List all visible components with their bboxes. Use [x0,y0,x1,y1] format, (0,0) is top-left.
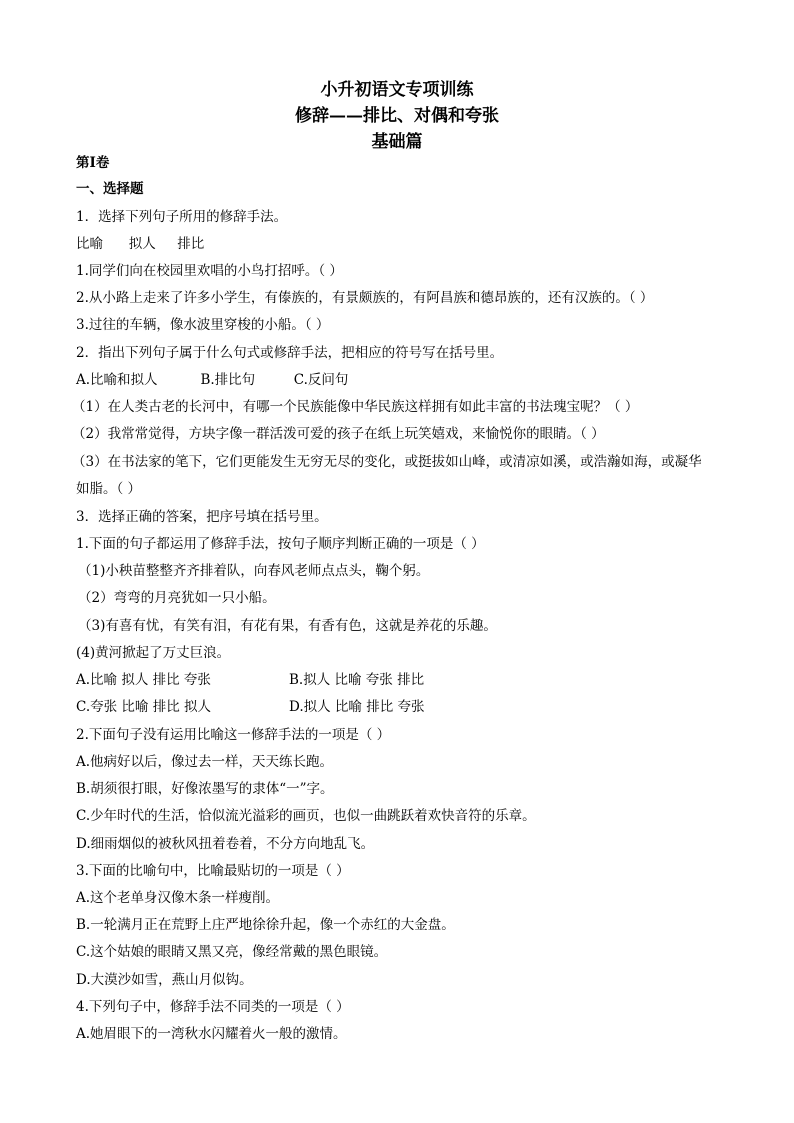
q3-sub3-stem: 3.下面的比喻句中，比喻最贴切的一项是（ ） [76,863,350,879]
volume-label: 第I卷 [76,155,110,171]
q1-item-1: 1.同学们向在校园里欢唱的小鸟打招呼。（ ） [76,263,343,279]
q1-options: 比喻 拟人 排比 [76,236,205,252]
q2-prompt: 2．指出下列句子属于什么句式或修辞手法，把相应的符号写在括号里。 [76,345,504,361]
q1-prompt: 1．选择下列句子所用的修辞手法。 [76,209,288,225]
q3-sub2-choice-d: D.细雨烟似的被秋风扭着卷着，不分方向地乱飞。 [76,836,375,852]
section-heading: 一、选择题 [76,181,144,197]
q3-sub1-sentence-3: （3)有喜有忧，有笑有泪，有花有果，有香有色，这就是养花的乐趣。 [78,618,497,634]
q3-sub1-sentence-1: （1)小秧苗整整齐齐排着队，向春风老师点点头，鞠个躬。 [78,563,430,579]
q3-sub2-choice-b: B.胡须很打眼，好像浓墨写的隶体“一”字。 [76,781,334,797]
q3-sub1-sentence-2: （2）弯弯的月亮犹如一只小船。 [78,590,276,606]
title-line-3: 基础篇 [371,132,423,152]
q1-item-3: 3.过往的车辆，像水波里穿梭的小船。（ ） [76,317,330,333]
q3-sub4-stem: 4.下列句子中，修辞手法不同类的一项是（ ） [76,999,350,1015]
q3-sub3-choice-b: B.一轮满月正在荒野上庄严地徐徐升起，像一个赤红的大金盘。 [76,917,455,933]
q3-sub1-stem: 1.下面的句子都运用了修辞手法，按句子顺序判断正确的一项是（ ） [76,536,485,552]
q3-sub2-choice-c: C.少年时代的生活，恰似流光溢彩的画页，也似一曲跳跃着欢快音符的乐章。 [76,808,536,824]
q3-sub1-choice-d: D.拟人 比喻 排比 夸张 [289,699,425,715]
q3-sub3-choice-a: A.这个老单身汉像木条一样瘦削。 [76,890,280,906]
title-line-2: 修辞——排比、对偶和夸张 [295,106,499,126]
q3-sub1-choice-c: C.夸张 比喻 排比 拟人 [76,699,212,715]
q2-item-1: （1）在人类古老的长河中，有哪一个民族能像中华民族这样拥有如此丰富的书法瑰宝呢？（ ） [72,399,639,415]
q3-sub2-stem: 2.下面句子没有运用比喻这一修辞手法的一项是（ ） [76,727,391,743]
q3-sub1-sentence-4: (4)黄河掀起了万丈巨浪。 [76,645,231,661]
title-line-1: 小升初语文专项训练 [320,80,474,100]
q3-prompt: 3．选择正确的答案，把序号填在括号里。 [76,509,328,525]
q3-sub3-choice-d: D.大漠沙如雪，燕山月似钩。 [76,972,253,988]
q3-sub1-choice-b: B.拟人 比喻 夸张 排比 [289,672,425,688]
q2-options: A.比喻和拟人 B.排比句 C.反问句 [76,372,349,388]
q3-sub4-choice-a: A.她眉眼下的一湾秋水闪耀着火一般的激情。 [76,1026,347,1042]
q2-item-2: （2）我常常觉得，方块字像一群活泼可爱的孩子在纸上玩笑嬉戏，来愉悦你的眼睛。（ ） [72,426,605,442]
q3-sub3-choice-c: C.这个姑娘的眼睛又黑又亮，像经常戴的黑色眼镜。 [76,944,388,960]
q2-item-3: （3）在书法家的笔下，它们更能发生无穷无尽的变化，或挺拔如山峰，或清凉如溪，或浩瀚如海，或凝华 [72,454,702,470]
q2-item-3-cont: 如脂。（ ） [76,481,142,497]
q3-sub2-choice-a: A.他病好以后，像过去一样，天天练长跑。 [76,754,334,770]
q1-item-2: 2.从小路上走来了许多小学生，有傣族的，有景颇族的，有阿昌族和德昂族的，还有汉族的。（ ） [76,290,654,306]
q3-sub1-choice-a: A.比喻 拟人 排比 夸张 [76,672,211,688]
